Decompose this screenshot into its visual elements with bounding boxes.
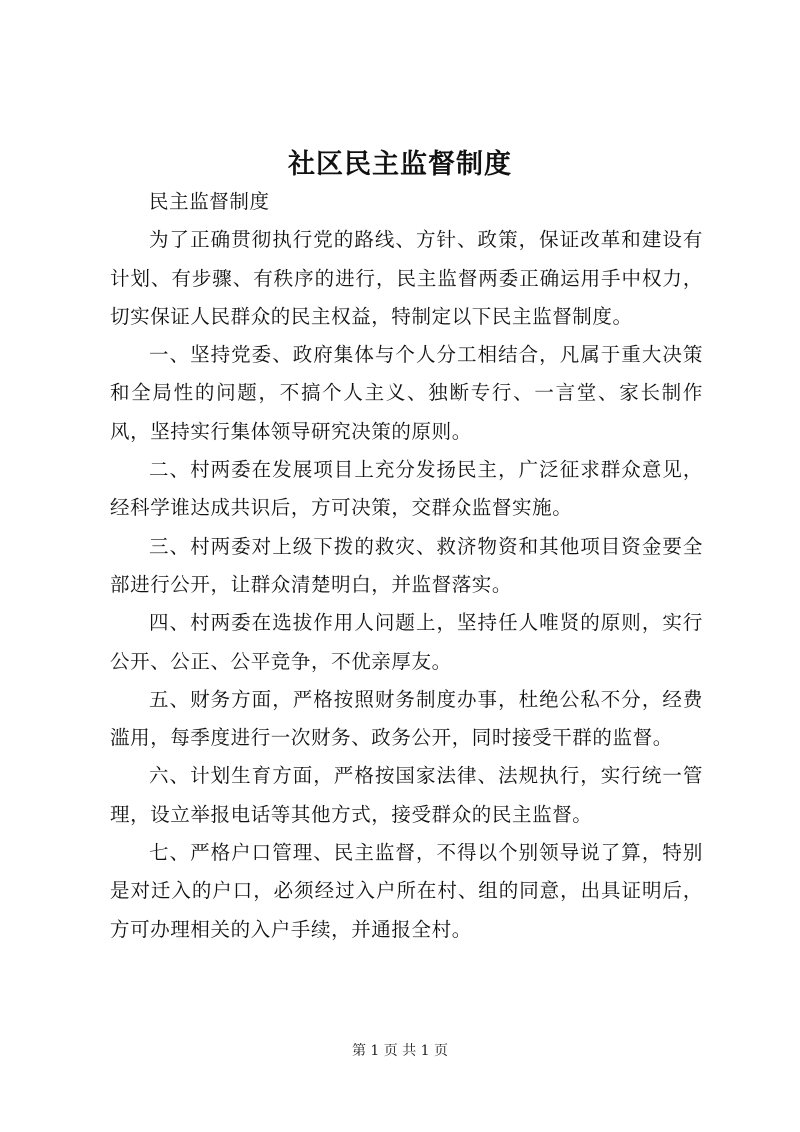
page-number-footer: 第 1 页 共 1 页 — [351, 1043, 449, 1059]
paragraph-intro: 为了正确贯彻执行党的路线、方针、政策，保证改革和建设有计划、有步骤、有秩序的进行，民主监督两委正确运用手中权力，切实保证人民群众的民主权益，特制定以下民主监督制度。 — [110, 228, 703, 328]
paragraph-item-1: 一、坚持党委、政府集体与个人分工相结合，凡属于重大决策和全局性的问题，不搞个人主义、独断专行、一言堂、家长制作风，坚持实行集体领导研究决策的原则。 — [110, 343, 703, 443]
paragraph-item-6: 六、计划生育方面，严格按国家法律、法规执行，实行统一管理，设立举报电话等其他方式，接受群众的民主监督。 — [110, 764, 703, 826]
paragraph-item-3: 三、村两委对上级下拨的救灾、救济物资和其他项目资金要全部进行公开，让群众清楚明白，并监督落实。 — [110, 534, 703, 596]
paragraph-item-5: 五、财务方面，严格按照财务制度办事，杜绝公私不分，经费滥用，每季度进行一次财务、政务公开，同时接受干群的监督。 — [110, 687, 703, 750]
paragraph-item-2: 二、村两委在发展项目上充分发扬民主，广泛征求群众意见，经科学谁达成共识后，方可决策，交群众监督实施。 — [110, 458, 703, 520]
paragraph-item-4: 四、村两委在选拔作用人问题上，坚持任人唯贤的原则，实行公开、公正、公平竞争，不优亲厚友。 — [110, 611, 703, 673]
page-title: 社区民主监督制度 — [288, 149, 512, 180]
document-body — [110, 183, 703, 949]
paragraph-item-7: 七、严格户口管理、民主监督，不得以个别领导说了算，特别是对迁入的户口，必须经过入户所在村、组的同意，出具证明后，方可办理相关的入户手续，并通报全村。 — [110, 841, 703, 941]
paragraph-subtitle: 民主监督制度 — [149, 190, 270, 213]
